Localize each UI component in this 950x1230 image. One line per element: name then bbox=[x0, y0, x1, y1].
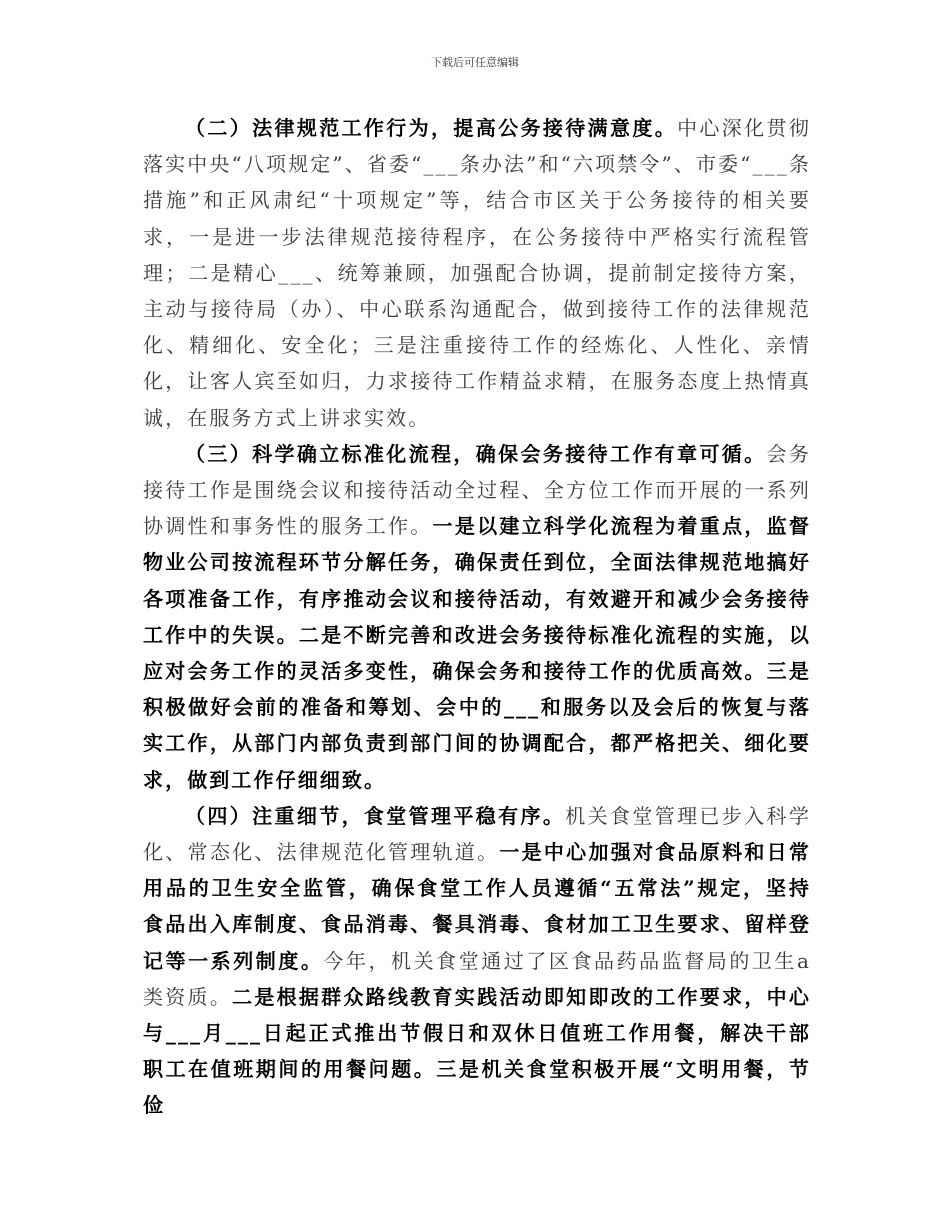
document-body bbox=[143, 110, 811, 1124]
paragraph-text: 中心深化贯彻落实中央“八项规定”、省委“___条办法”和“六项禁令”、市委“___条措施”和正风肃纪“十项规定”等，结合市区关于公务接待的相关要求，一是进一步法律规范接待程序，在公务接待中严格实行流程管理；二是精心___、统筹兼顾，加强配合协调，提前制定接待方案，主动与接待局（办）、中心联系沟通配合，做到接待工作的法律规范化、精细化、安全化；三是注重接待工作的经炼化、人性化、亲情化，让客人宾至如归，力求接待工作精益求精，在服务态度上热情真诚，在服务方式上讲求实效。 bbox=[143, 116, 811, 430]
paragraph-heading: （二）法律规范工作行为，提高公务接待满意度。 bbox=[185, 116, 678, 140]
paragraph-3 bbox=[143, 436, 811, 798]
paragraph-2 bbox=[143, 110, 811, 436]
paragraph-text: 今年，机关食堂通过了区食品药品监督局的卫生a类资质。 bbox=[143, 948, 811, 1009]
paragraph-4 bbox=[143, 798, 811, 1124]
paragraph-emphasis: 一是以建立科学化流程为着重点，监督物业公司按流程环节分解任务，确保责任到位，全面法律规范地搞好各项准备工作，有序推动会议和接待活动，有效避开和减少会务接待工作中的失误。二是不断完善和改进会务接待标准化流程的实施，以应对会务工作的灵活多变性，确保会务和接待工作的优质高效。三是积极做好会前的准备和筹划、会中的___和服务以及会后的恢复与落实工作，从部门内部负责到部门间的协调配合，都严格把关、细化要求，做到工作仔细细致。 bbox=[143, 514, 811, 792]
paragraph-text: 机关食堂管理已步入科学化、常态化、法律规范化管理轨道。 bbox=[143, 803, 811, 865]
paragraph-emphasis: 一是中心加强对食品原料和日常用品的卫生安全监管，确保食堂工作人员遵循“五常法”规定，坚持食品出入库制度、食品消毒、餐具消毒、食材加工卫生要求、留样登记等一系列制度。 bbox=[143, 840, 811, 973]
paragraph-emphasis: 二是根据群众路线教育实践活动即知即改的工作要求，中心与___月___日起正式推出节假日和双休日值班工作用餐，解决干部职工在值班期间的用餐问题。三是机关食堂积极开展“文明用餐，节俭 bbox=[143, 984, 811, 1118]
page-header: 下载后可任意编辑 bbox=[431, 56, 519, 69]
paragraph-heading: （四）注重细节，食堂管理平稳有序。 bbox=[185, 803, 566, 828]
paragraph-text: 会务接待工作是围绕会议和接待活动全过程、全方位工作而开展的一系列协调性和事务性的服务工作。 bbox=[143, 441, 811, 539]
paragraph-heading: （三）科学确立标准化流程，确保会务接待工作有章可循。 bbox=[185, 441, 767, 466]
